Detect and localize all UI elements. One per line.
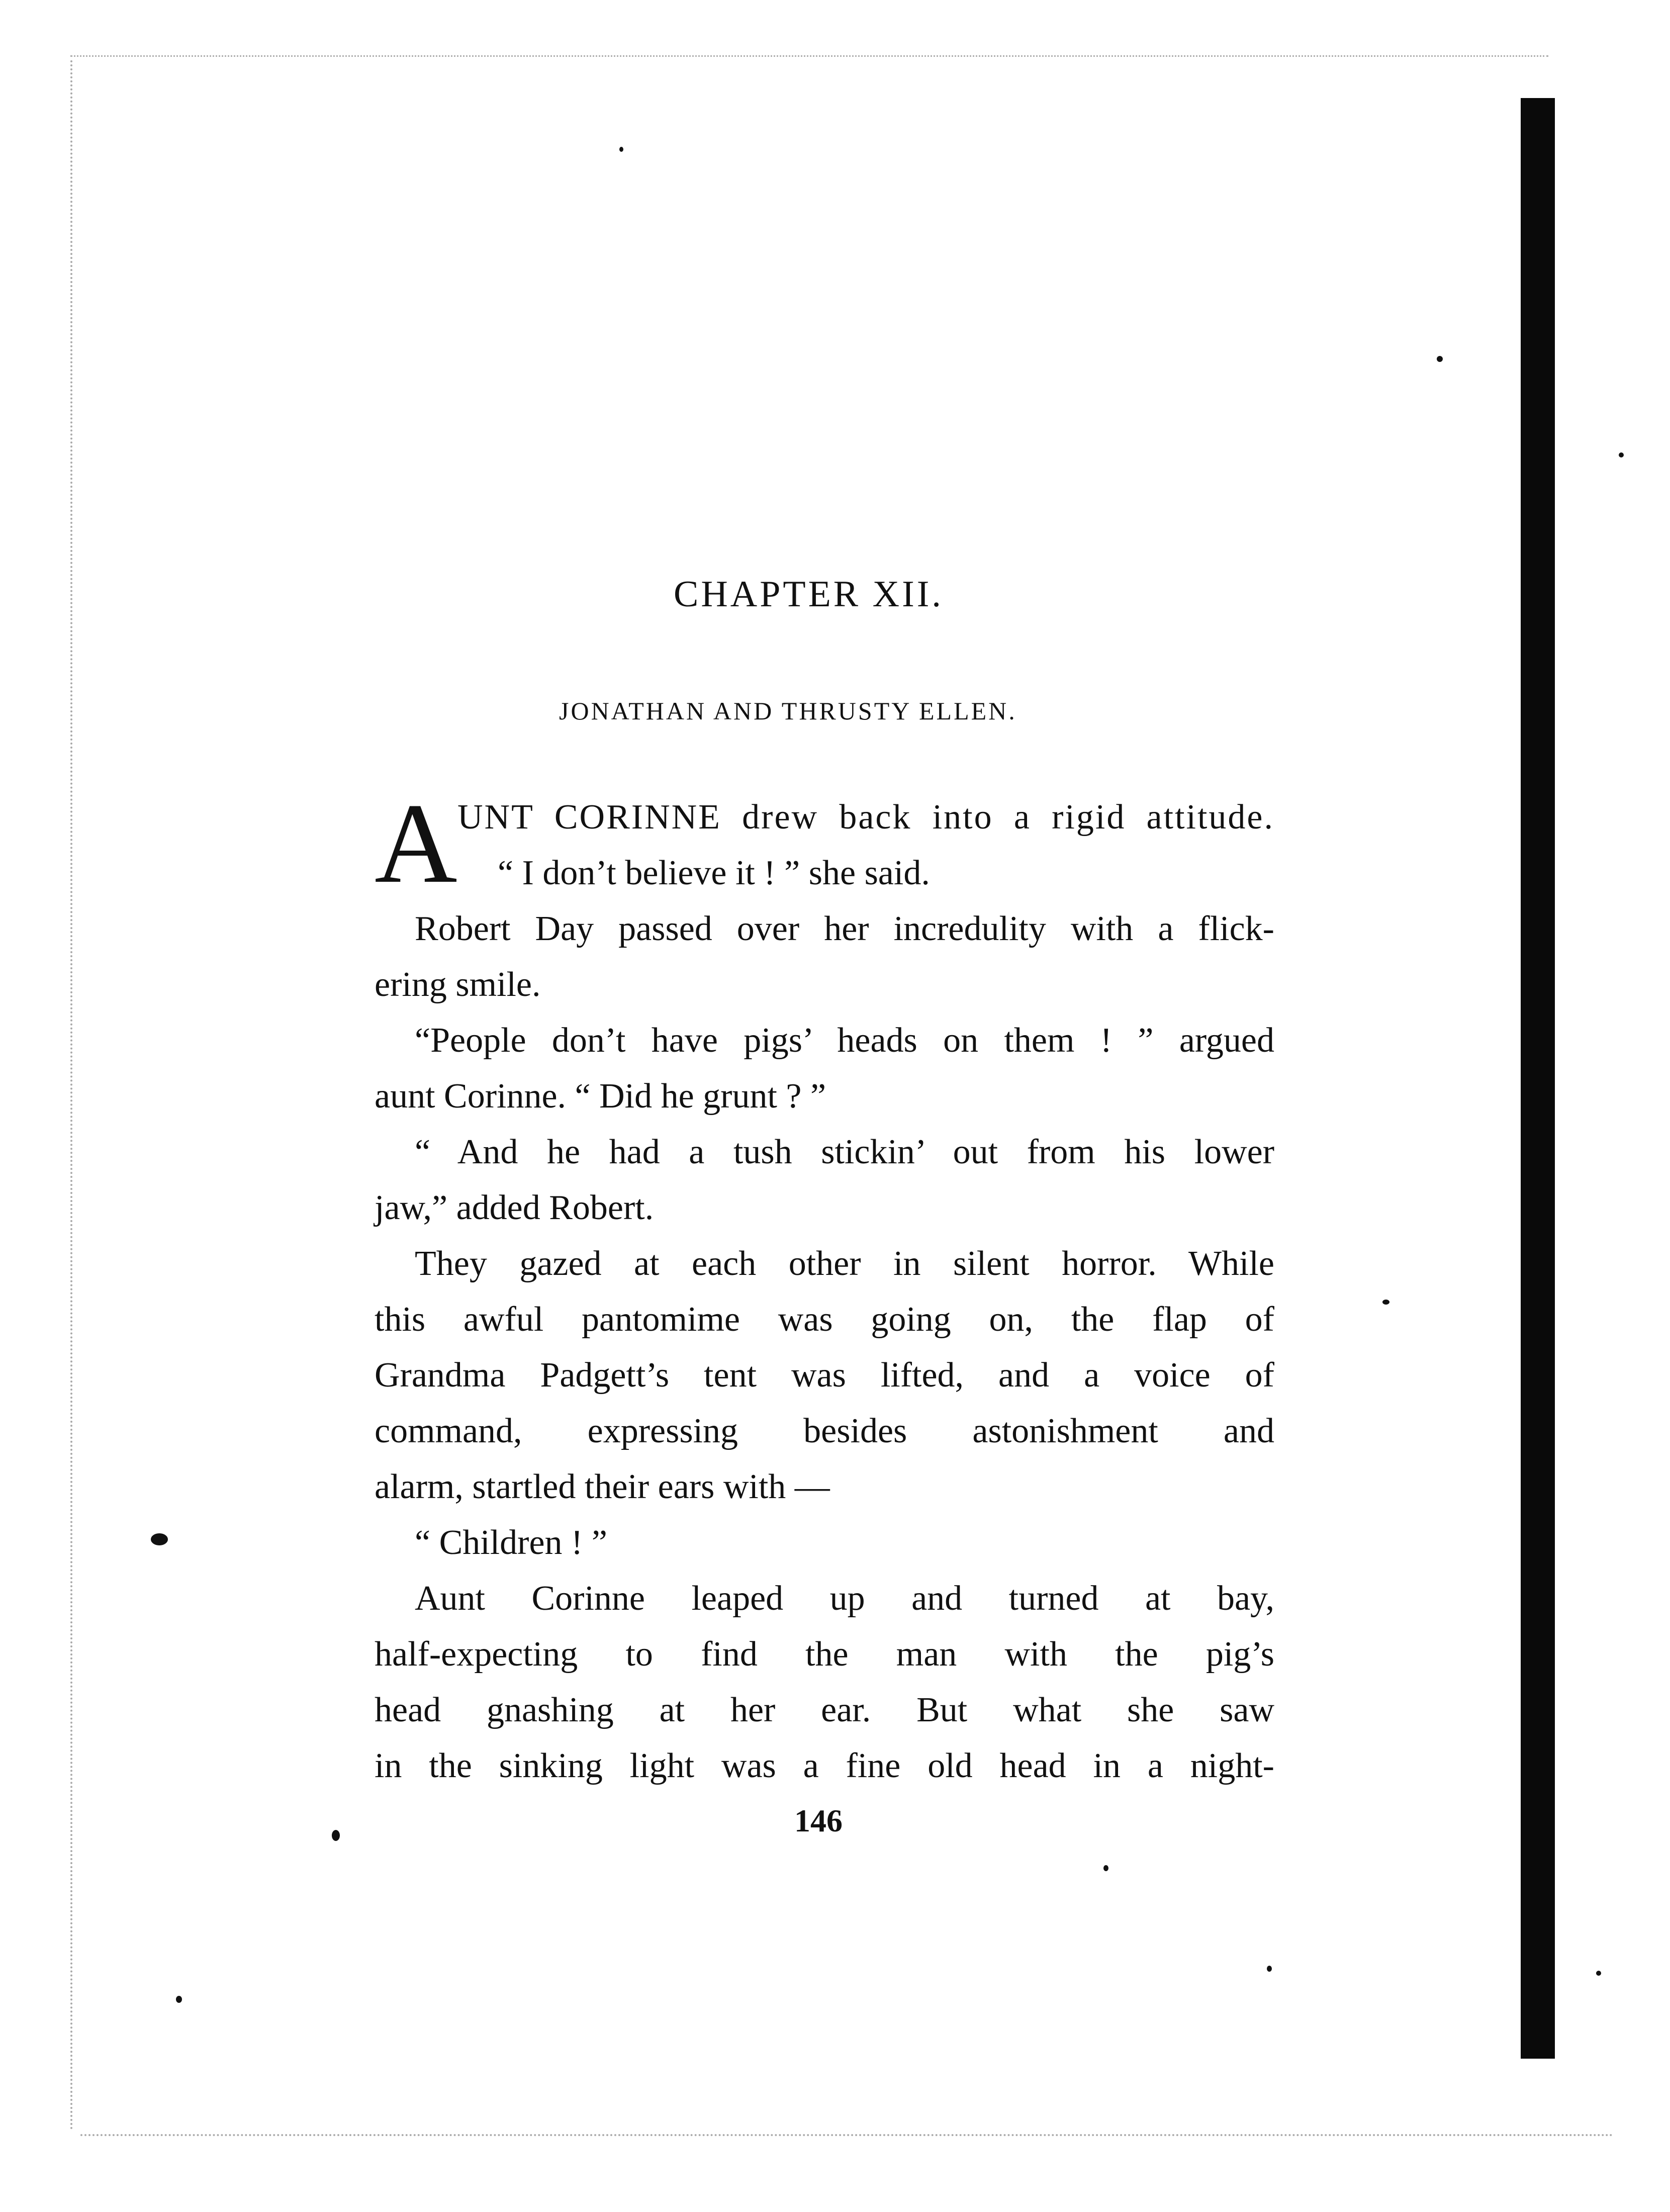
scan-speck xyxy=(176,1996,182,2003)
text-line: Aunt Corinne leaped up and turned at bay, xyxy=(415,1579,1274,1618)
text-line: aunt Corinne. “ Did he grunt ? ” xyxy=(375,1077,826,1116)
scan-speck xyxy=(332,1830,340,1841)
scan-speck xyxy=(1382,1300,1389,1305)
drop-cap: A xyxy=(375,780,457,907)
chapter-heading: CHAPTER XII. xyxy=(674,574,944,615)
chapter-title: JONATHAN AND THRUSTY ELLEN. xyxy=(559,697,1017,725)
text-line: “ And he had a tush stickin’ out from his lower xyxy=(415,1133,1274,1171)
scan-edge-left xyxy=(70,60,74,2132)
page-number: 146 xyxy=(794,1803,843,1838)
text-line: UNT CORINNE drew back into a rigid attitude. xyxy=(457,798,1274,837)
scan-edge-top xyxy=(70,55,1548,60)
scan-speck xyxy=(151,1533,168,1545)
text-line: “ Children ! ” xyxy=(415,1523,607,1562)
text-line: “ I don’t believe it ! ” she said. xyxy=(498,854,930,892)
scan-edge-bottom xyxy=(80,2134,1614,2139)
scan-speck xyxy=(1596,1971,1601,1976)
text-line: Robert Day passed over her incredulity with a flick- xyxy=(415,909,1274,948)
body-text xyxy=(375,780,1274,1794)
binding-shadow-bar xyxy=(1521,98,1555,2059)
scan-speck xyxy=(1267,1966,1272,1972)
text-line: Grandma Padgett’s tent was lifted, and a voice of xyxy=(375,1356,1274,1395)
scan-speck xyxy=(1103,1865,1108,1871)
text-line: jaw,” added Robert. xyxy=(375,1188,654,1227)
text-line: “People don’t have pigs’ heads on them ! ” argued xyxy=(415,1021,1274,1060)
text-line: They gazed at each other in silent horror. While xyxy=(415,1244,1274,1283)
text-line: this awful pantomime was going on, the flap of xyxy=(375,1300,1274,1339)
scan-speck xyxy=(1619,452,1624,457)
text-line: half-expecting to find the man with the pig’s xyxy=(375,1635,1274,1674)
text-line: command, expressing besides astonishment and xyxy=(375,1412,1274,1450)
text-line: in the sinking light was a fine old head in a night- xyxy=(375,1746,1274,1785)
scan-speck xyxy=(619,147,623,152)
text-line: head gnashing at her ear. But what she saw xyxy=(375,1691,1274,1729)
text-line: ering smile. xyxy=(375,965,541,1004)
text-line: alarm, startled their ears with — xyxy=(375,1467,830,1506)
scan-speck xyxy=(1437,356,1443,362)
